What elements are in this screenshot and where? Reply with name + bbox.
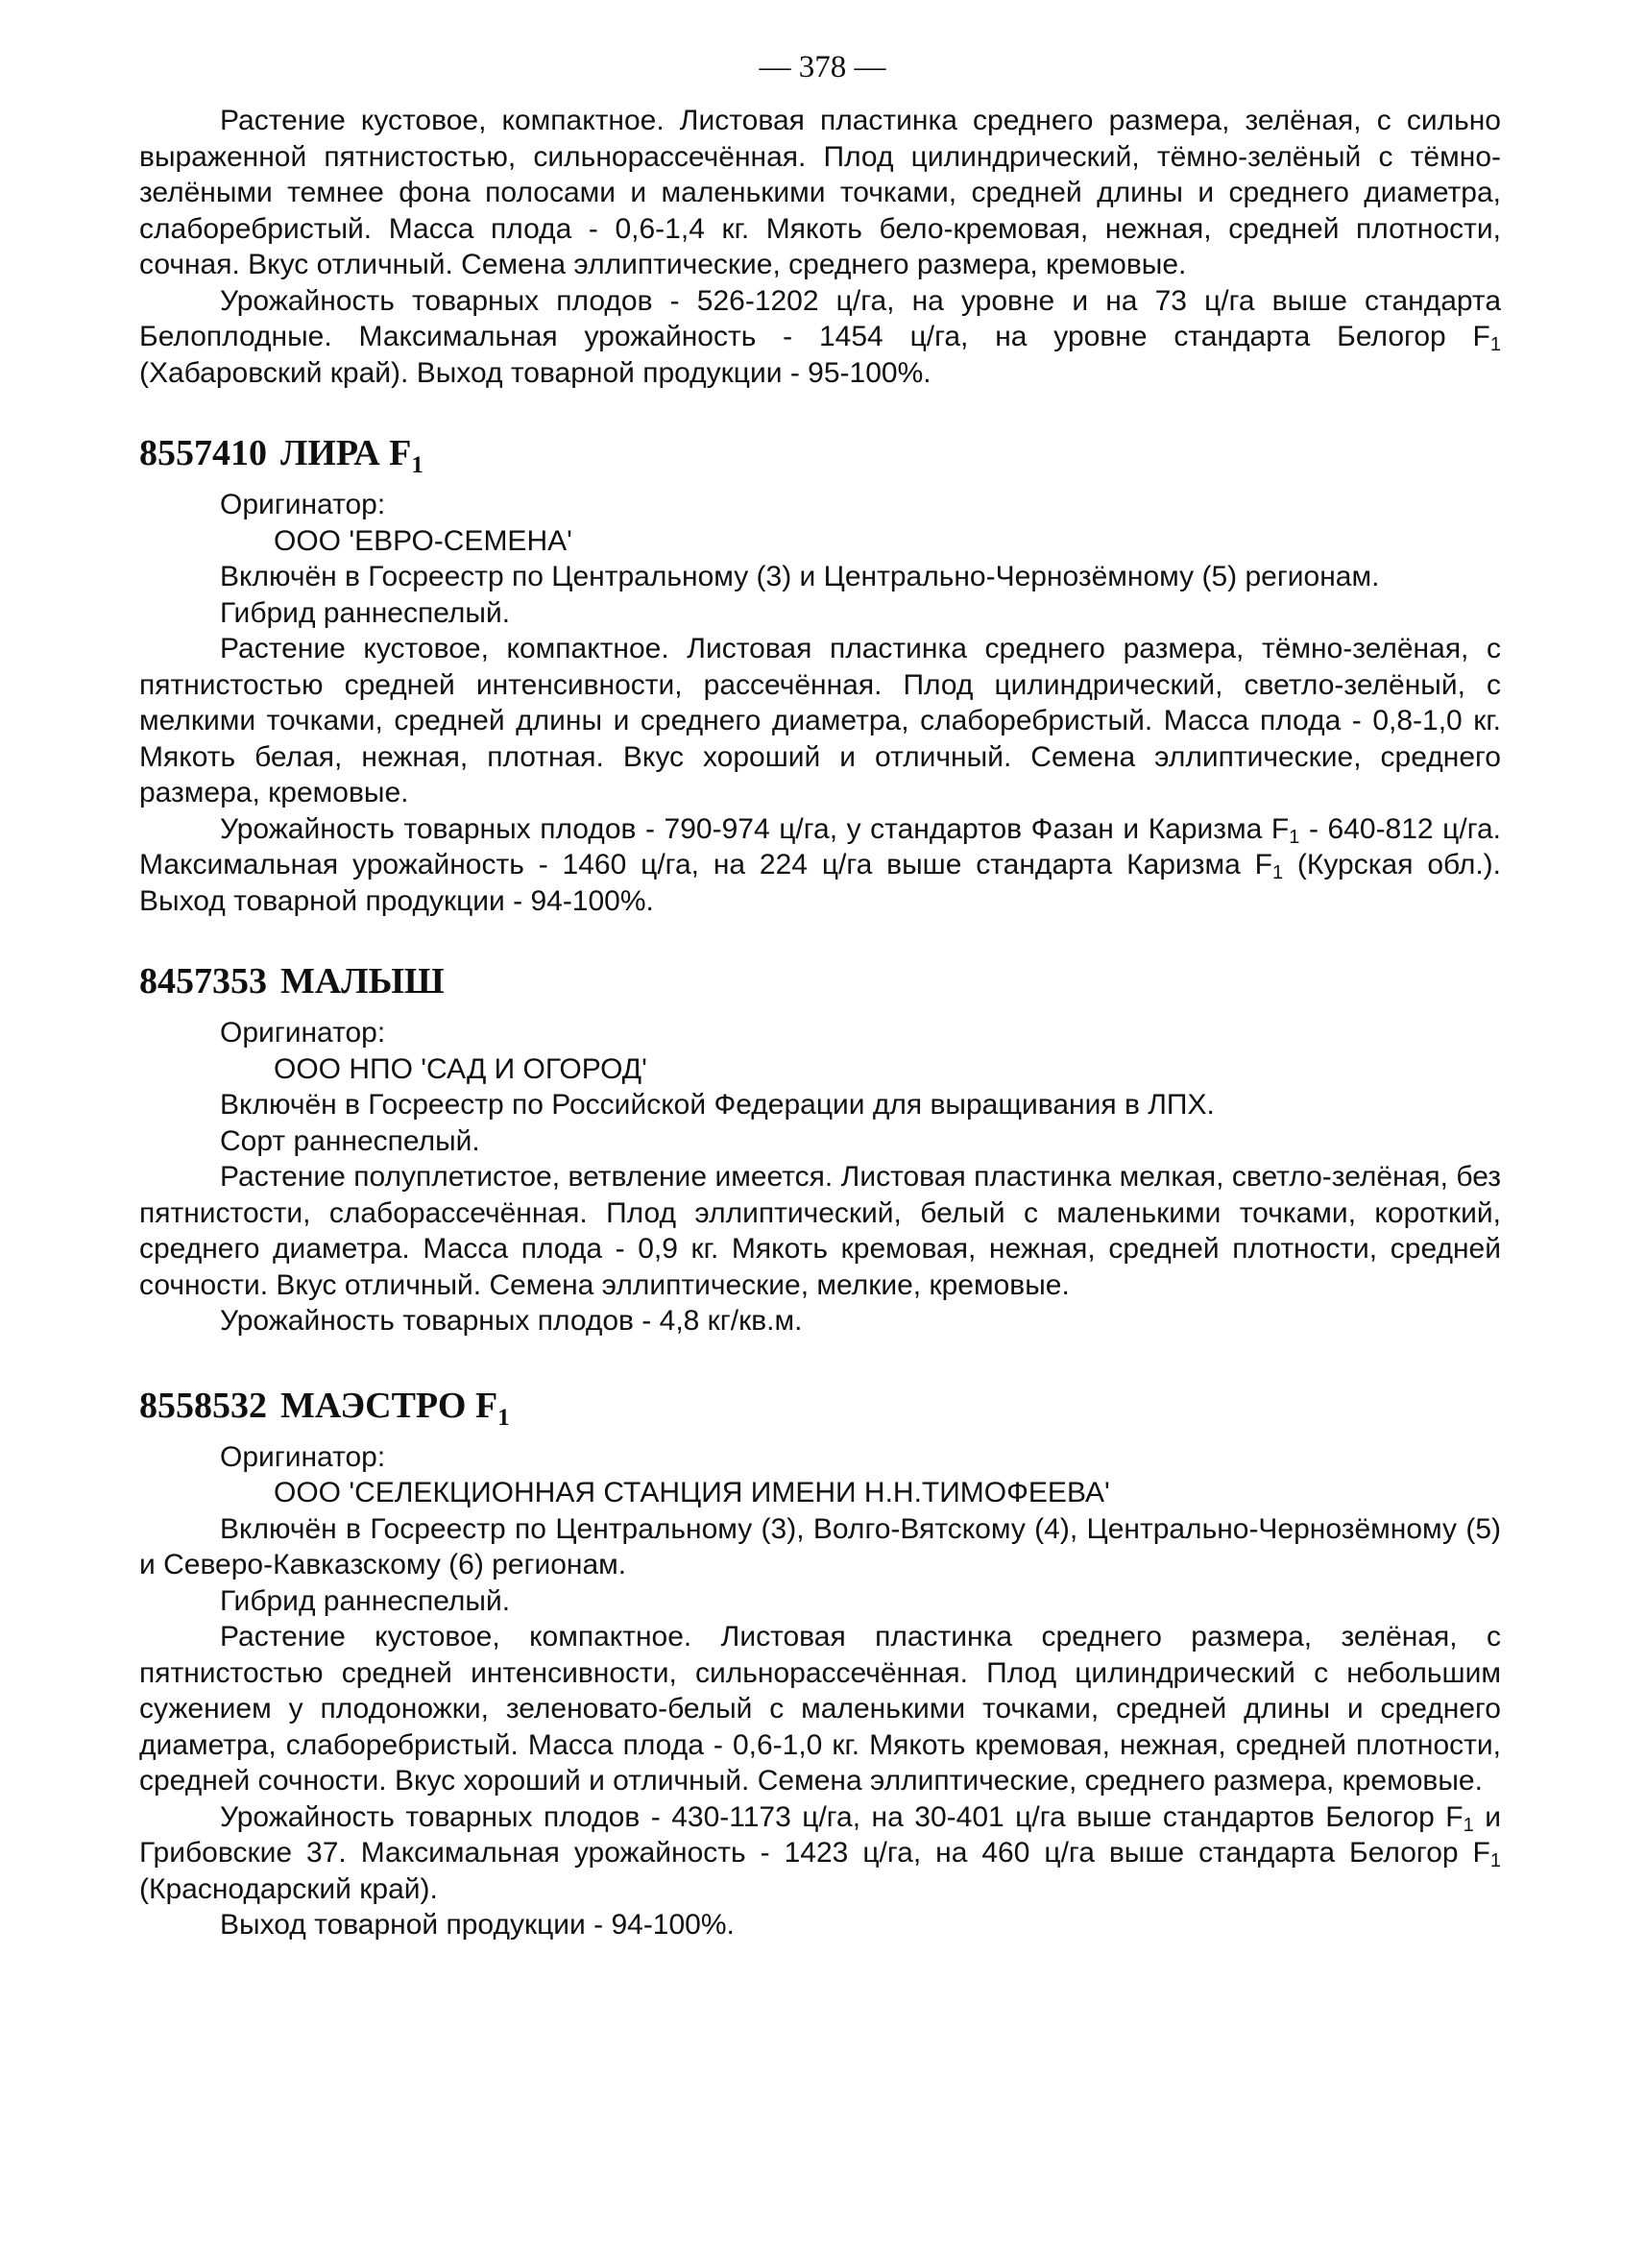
originator-name: ООО НПО 'САД И ОГОРОД' (274, 1052, 647, 1085)
entry-description: Растение кустовое, компактное. Листовая пластинка среднего размера, тёмно-зелёная, с пятнистостью средней интенсивности, рассечённая. Плод цилиндрический, светло-зелёный, с мелкими точками, средней длины и среднего диаметра, слаборебристый. Масса плода - 0,8-1,0 кг. Мякоть белая, нежная, плотная. Вкус хороший и отличный. Семена эллиптические, среднего размера, кремовые. (139, 633, 1501, 808)
entry-continuation (139, 103, 1501, 391)
entry-code: 8557410 (139, 433, 267, 473)
originator-name: ООО 'СЕЛЕКЦИОННАЯ СТАНЦИЯ ИМЕНИ Н.Н.ТИМОФЕЕВА' (274, 1477, 1110, 1508)
subscript: 1 (1489, 334, 1501, 355)
entry-lira (139, 429, 1501, 919)
entry-name: МАЛЫШ (280, 961, 445, 1001)
output-info: Выход товарной продукции - 94-100%. (220, 1909, 735, 1941)
page-number: — 378 — (759, 50, 886, 84)
entry-description: Растение кустовое, компактное. Листовая пластинка среднего размера, зелёная, с пятнистостью средней интенсивности, сильнорассечённая. Плод цилиндрический с небольшим сужением у плодоножки, зеленовато-белый с маленькими точками, средней длины и среднего диаметра, слаборебристый. Масса плода - 0,6-1,0 кг. Мякоть кремовая, нежная, средней плотности, средней сочности. Вкус хороший и отличный. Семена эллиптические, среднего размера, кремовые. (139, 1621, 1501, 1797)
entry-malysh (139, 957, 1501, 1339)
entry-name: ЛИРА F (280, 433, 412, 473)
entry-title (139, 429, 1501, 477)
subscript: 1 (1271, 862, 1284, 883)
maturity-info: Гибрид раннеспелый. (220, 1584, 511, 1617)
originator-label: Оригинатор: (220, 489, 386, 520)
entry-maestro (139, 1382, 1501, 1943)
subscript: 1 (1489, 1850, 1501, 1871)
originator-label: Оригинатор: (220, 1017, 386, 1049)
entry-yield: Урожайность товарных плодов - 430-1173 ц/га, на 30-401 ц/га выше стандартов Белогор $F_1$ и Грибовские 37. Максимальная урожайность - 1423 ц/га, на 460 ц/га выше стандарта Белогор $F_1$ (Краснодарский край). (139, 1800, 1501, 1905)
registry-info: Включён в Госреестр по Центральному (3) и Центрально-Чернозёмному (5) регионам. (220, 561, 1380, 592)
subscript: 1 (497, 1404, 510, 1431)
entry-code: 8457353 (139, 961, 267, 1001)
entry-yield: Урожайность товарных плодов - 526-1202 ц/га, на уровне и на 73 ц/га выше стандарта Белоплодные. Максимальная урожайность - 1454 ц/га, на уровне стандарта Белогор $F_1$ (Хабаровский край). Выход товарной продукции - 95-100%. (139, 284, 1501, 389)
entry-title (139, 957, 1501, 1005)
entry-yield: Урожайность товарных плодов - 4,8 кг/кв.м. (220, 1305, 803, 1337)
subscript: 1 (1463, 1814, 1474, 1836)
entry-code: 8558532 (139, 1385, 267, 1426)
entry-description: Растение кустовое, компактное. Листовая пластинка среднего размера, зелёная, с сильно выраженной пятнистостью, сильнорассечённая. Плод цилиндрический, тёмно-зелёный с тёмно-зелёными темнее фона полосами и маленькими точками, средней длины и среднего диаметра, слаборебристый. Масса плода - 0,6-1,4 кг. Мякоть бело-кремовая, нежная, средней плотности, сочная. Вкус отличный. Семена эллиптические, среднего размера, кремовые. (139, 105, 1501, 280)
registry-info: Включён в Госреестр по Российской Федерации для выращивания в ЛПХ. (220, 1089, 1215, 1121)
maturity-info: Гибрид раннеспелый. (220, 596, 511, 629)
maturity-info: Сорт раннеспелый. (220, 1124, 480, 1157)
originator-name: ООО 'ЕВРО-СЕМЕНА' (274, 524, 572, 557)
entry-description: Растение полуплетистое, ветвление имеется. Листовая пластинка мелкая, светло-зелёная, без пятнистости, слаборассечённая. Плод эллиптический, белый с маленькими точками, короткий, среднего диаметра. Масса плода - 0,9 кг. Мякоть кремовая, нежная, средней плотности, средней сочности. Вкус отличный. Семена эллиптические, мелкие, кремовые. (139, 1161, 1501, 1301)
originator-label: Оригинатор: (220, 1440, 386, 1473)
subscript: 1 (411, 452, 423, 478)
subscript: 1 (1289, 826, 1300, 848)
entry-yield: Урожайность товарных плодов - 790-974 ц/га, у стандартов Фазан и Каризма $F_1 - 640-812$ ц/га. Максимальная урожайность - 1460 ц/га, на 224 ц/га выше стандарта Каризма $F_1$ (Курская обл.). Выход товарной продукции - 94-100%. (139, 812, 1502, 917)
registry-info: Включён в Госреестр по Центральному (3), Волго-Вятскому (4), Центрально-Чернозёмному (5) и Северо-Кавказскому (6) регионам. (139, 1512, 1501, 1580)
entry-name: МАЭСТРО F (280, 1385, 498, 1426)
page-content (139, 103, 1501, 1943)
entry-title (139, 1382, 1501, 1430)
